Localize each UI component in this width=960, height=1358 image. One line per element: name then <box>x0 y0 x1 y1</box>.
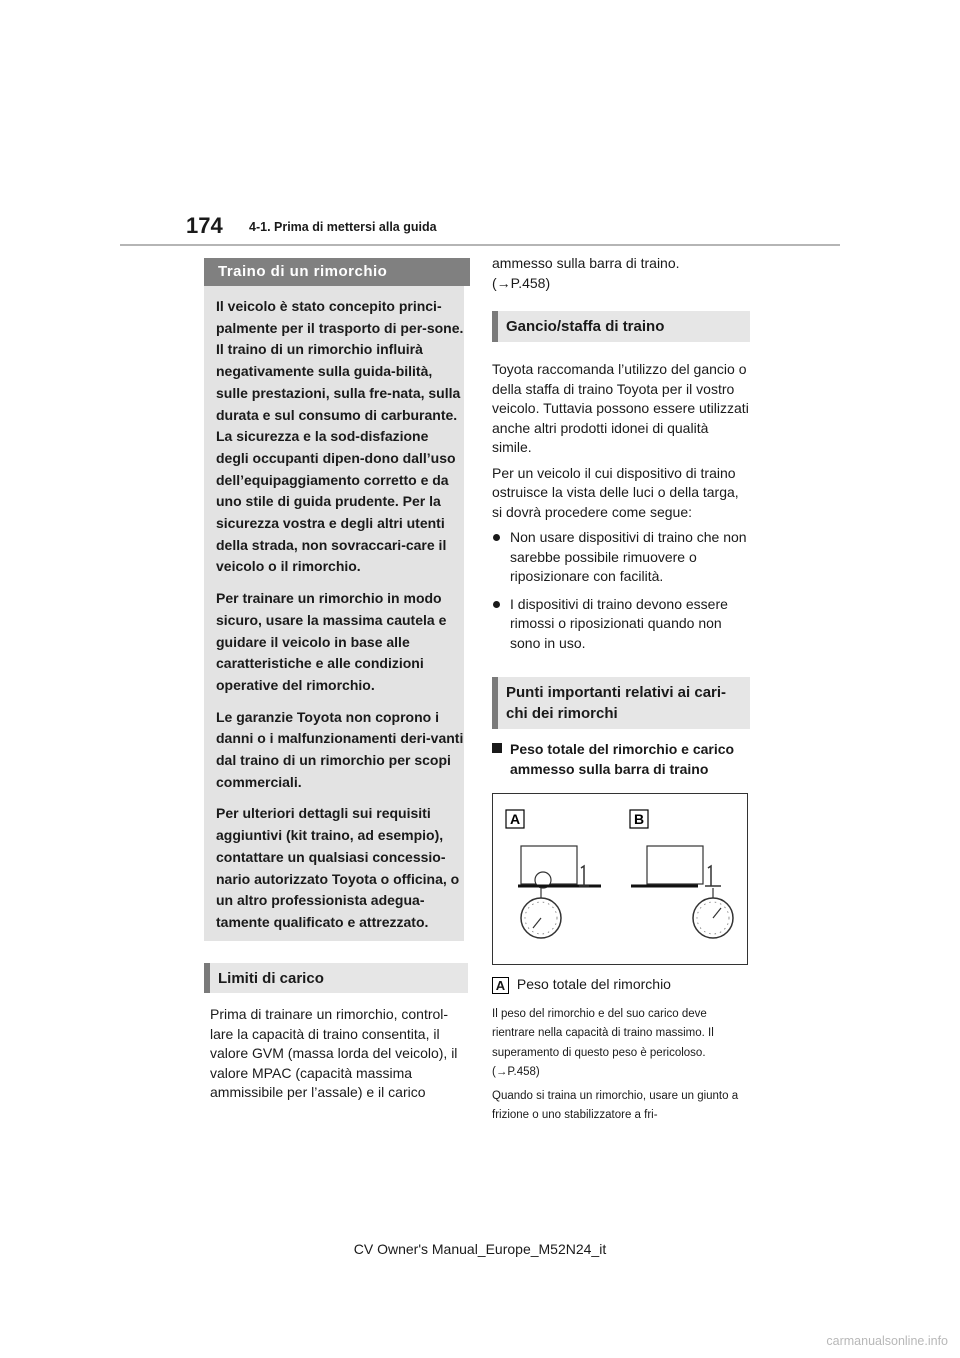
figure-caption <box>492 975 750 995</box>
load-limits-title: Limiti di carico <box>204 963 468 993</box>
page-number: 174 <box>186 213 223 238</box>
hitch-paragraph: Toyota raccomanda l’utilizzo del gancio o della staffa di traino Toyota per il vostro veicolo. Tuttavia possono essere utilizzati anche altri prodotti idonei di qualità simile. <box>492 361 749 455</box>
bullet-dot-icon <box>493 534 500 541</box>
figure-b-label-box <box>630 810 648 828</box>
warning-paragraph: Per trainare un rimorchio in modo sicuro, usare la massima cautela e guidare il veicolo in base alle caratteristiche e alle condizioni operative del rimorchio. <box>216 590 447 693</box>
continuation-text: ammesso sulla barra di traino. <box>492 255 680 271</box>
warning-paragraph: Per ulteriori dettagli sui requisiti aggiuntivi (kit traino, ad esempio), contattare un qualsiasi concessio-nario autorizzato Toyota o officina, o un altro professionista adegua-tamente qualificato e attrezzato. <box>216 805 460 930</box>
trailer-scale-illustration <box>493 794 747 964</box>
subhead-text: Peso totale del rimorchio e carico ammesso sulla barra di traino <box>510 741 735 777</box>
right-column <box>492 254 750 1126</box>
subhead <box>492 739 750 779</box>
figure-label-a: A <box>509 811 521 827</box>
trailer-a-drawing <box>518 846 601 938</box>
trailer-b-drawing <box>631 846 733 938</box>
square-bullet-icon <box>492 743 502 753</box>
trailer-weight-figure <box>492 793 748 965</box>
warning-paragraph: Il veicolo è stato concepito princi-palmente per il trasporto di per-sone. Il traino di un rimorchio influirà negativamente sulla guida-bilità, sulle prestazioni, sulla fre-nata, sulla durata e sul consumo di carburante. La sicurezza e la sod-disfazione degli occupanti dipen-dono dall’uso dell’equipaggiamento corretto e da uno stile di guida prudente. Per la sicurezza vostra e degli altri utenti della strada, non sovraccari-care il veicolo o il rimorchio. <box>216 298 464 575</box>
towing-title: Traino di un rimorchio <box>204 258 470 286</box>
left-column <box>210 258 470 1103</box>
load-points-title: Punti importanti relativi ai cari-chi dei rimorchi <box>492 677 750 729</box>
bullet-dot-icon <box>493 601 500 608</box>
caption-label-a: A <box>492 977 509 994</box>
warning-box <box>204 286 464 941</box>
bullet-item <box>492 528 750 587</box>
hitch-title: Gancio/staffa di traino <box>492 311 750 342</box>
figure-label-b: B <box>633 811 645 827</box>
bullet-text: Non usare dispositivi di traino che non sarebbe possibile rimuovere o riposizionare con facilità. <box>510 529 747 584</box>
header-divider <box>120 244 840 246</box>
caption-text: Peso totale del rimorchio <box>516 976 671 992</box>
page-reference[interactable]: (→P.458) <box>492 274 551 291</box>
manual-footer: CV Owner's Manual_Europe_M52N24_it <box>353 1241 607 1257</box>
section-header: 4-1. Prima di mettersi alla guida <box>249 220 437 234</box>
page-reference[interactable]: (→P.458) <box>492 1066 540 1078</box>
weight-note: Il peso del rimorchio e del suo carico deve rientrare nella capacità di traino massimo. Il superamento di questo peso è pericoloso. <box>492 1007 714 1059</box>
load-limits-text: Prima di trainare un rimorchio, control-lare la capacità di traino consentita, il valore GVM (massa lorda del veicolo), il valore MPAC (capacità massima ammissibile per l’assale) e il carico <box>210 1006 458 1100</box>
stabilizer-note: Quando si traina un rimorchio, usare un giunto a frizione o uno stabilizzatore a fri- <box>492 1089 739 1121</box>
bullet-text: I dispositivi di traino devono essere rimossi o riposizionati quando non sono in uso. <box>510 595 728 651</box>
hitch-paragraph: Per un veicolo il cui dispositivo di traino ostruisce la vista delle luci o della targa, si dovrà procedere come segue: <box>492 464 739 520</box>
bullet-item <box>492 595 750 654</box>
figure-a-label-box <box>506 810 524 828</box>
warning-paragraph: Le garanzie Toyota non coprono i danni o i malfunzionamenti deri-vanti dal traino di un rimorchio per scopi commerciali. <box>216 708 464 790</box>
watermark[interactable]: carmanualsonline.info <box>826 1334 948 1348</box>
